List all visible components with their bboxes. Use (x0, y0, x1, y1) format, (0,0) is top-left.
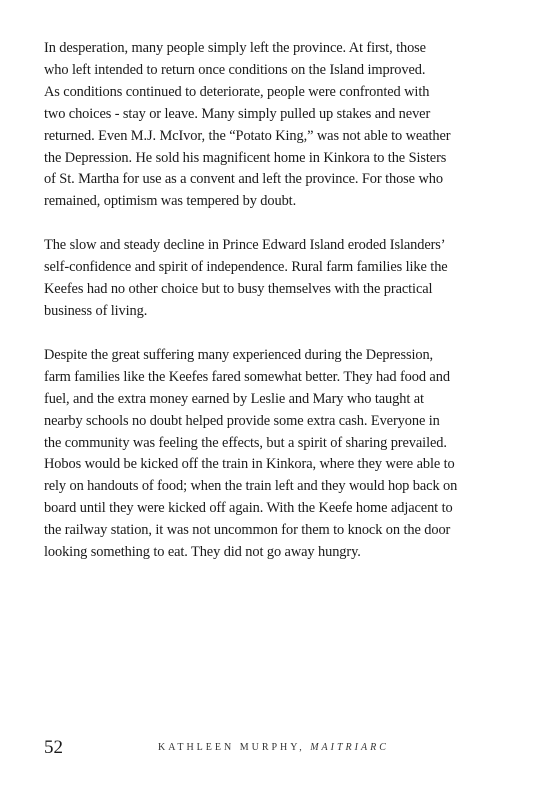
text-line: self-confidence and spirit of independence. Rural farm families like the (44, 259, 448, 276)
paragraph-2 (44, 235, 496, 323)
text-line: Hobos would be kicked off the train in Kinkora, where they were able to (44, 456, 455, 473)
page-number: 52 (44, 737, 63, 758)
text-line: the railway station, it was not uncommon for them to knock on the door (44, 522, 451, 539)
text-line: the Depression. He sold his magnificent home in Kinkora to the Sisters (44, 149, 447, 166)
text-line: the community was feeling the effects, but a spirit of sharing prevailed. (44, 434, 447, 451)
text-line: of St. Martha for use as a convent and left the province. For those who (44, 171, 443, 188)
running-head (158, 740, 389, 756)
text-line: nearby schools no doubt helped provide some extra cash. Everyone in (44, 412, 440, 429)
running-head-author: KATHLEEN MURPHY, (158, 742, 305, 753)
body-text (44, 38, 496, 586)
text-line: farm families like the Keefes fared somewhat better. They had food and (44, 368, 450, 385)
text-line: fuel, and the extra money earned by Leslie and Mary who taught at (44, 390, 424, 407)
text-line: board until they were kicked off again. With the Keefe home adjacent to (44, 500, 453, 517)
text-line: Despite the great suffering many experienced during the Depression, (44, 346, 434, 363)
paragraph-3 (44, 345, 496, 564)
text-line: As conditions continued to deteriorate, people were confronted with (44, 83, 430, 100)
text-line: returned. Even M.J. McIvor, the “Potato King,” was not able to weather (44, 127, 451, 144)
text-line: looking something to eat. They did not go away hungry. (44, 544, 361, 561)
text-line: The slow and steady decline in Prince Edward Island eroded Islanders’ (44, 237, 446, 254)
running-head-title: MAITRIARC (310, 742, 389, 753)
text-line: rely on handouts of food; when the train left and they would hop back on (44, 478, 458, 495)
text-line: Keefes had no other choice but to busy themselves with the practical (44, 281, 433, 298)
text-line: business of living. (44, 302, 148, 319)
text-line: In desperation, many people simply left the province. At first, those (44, 40, 426, 56)
text-line: who left intended to return once conditions on the Island improved. (44, 61, 426, 78)
page-footer (44, 735, 496, 761)
text-line: two choices - stay or leave. Many simply pulled up stakes and never (44, 105, 431, 122)
text-line: remained, optimism was tempered by doubt. (44, 193, 297, 210)
paragraph-1 (44, 38, 496, 213)
